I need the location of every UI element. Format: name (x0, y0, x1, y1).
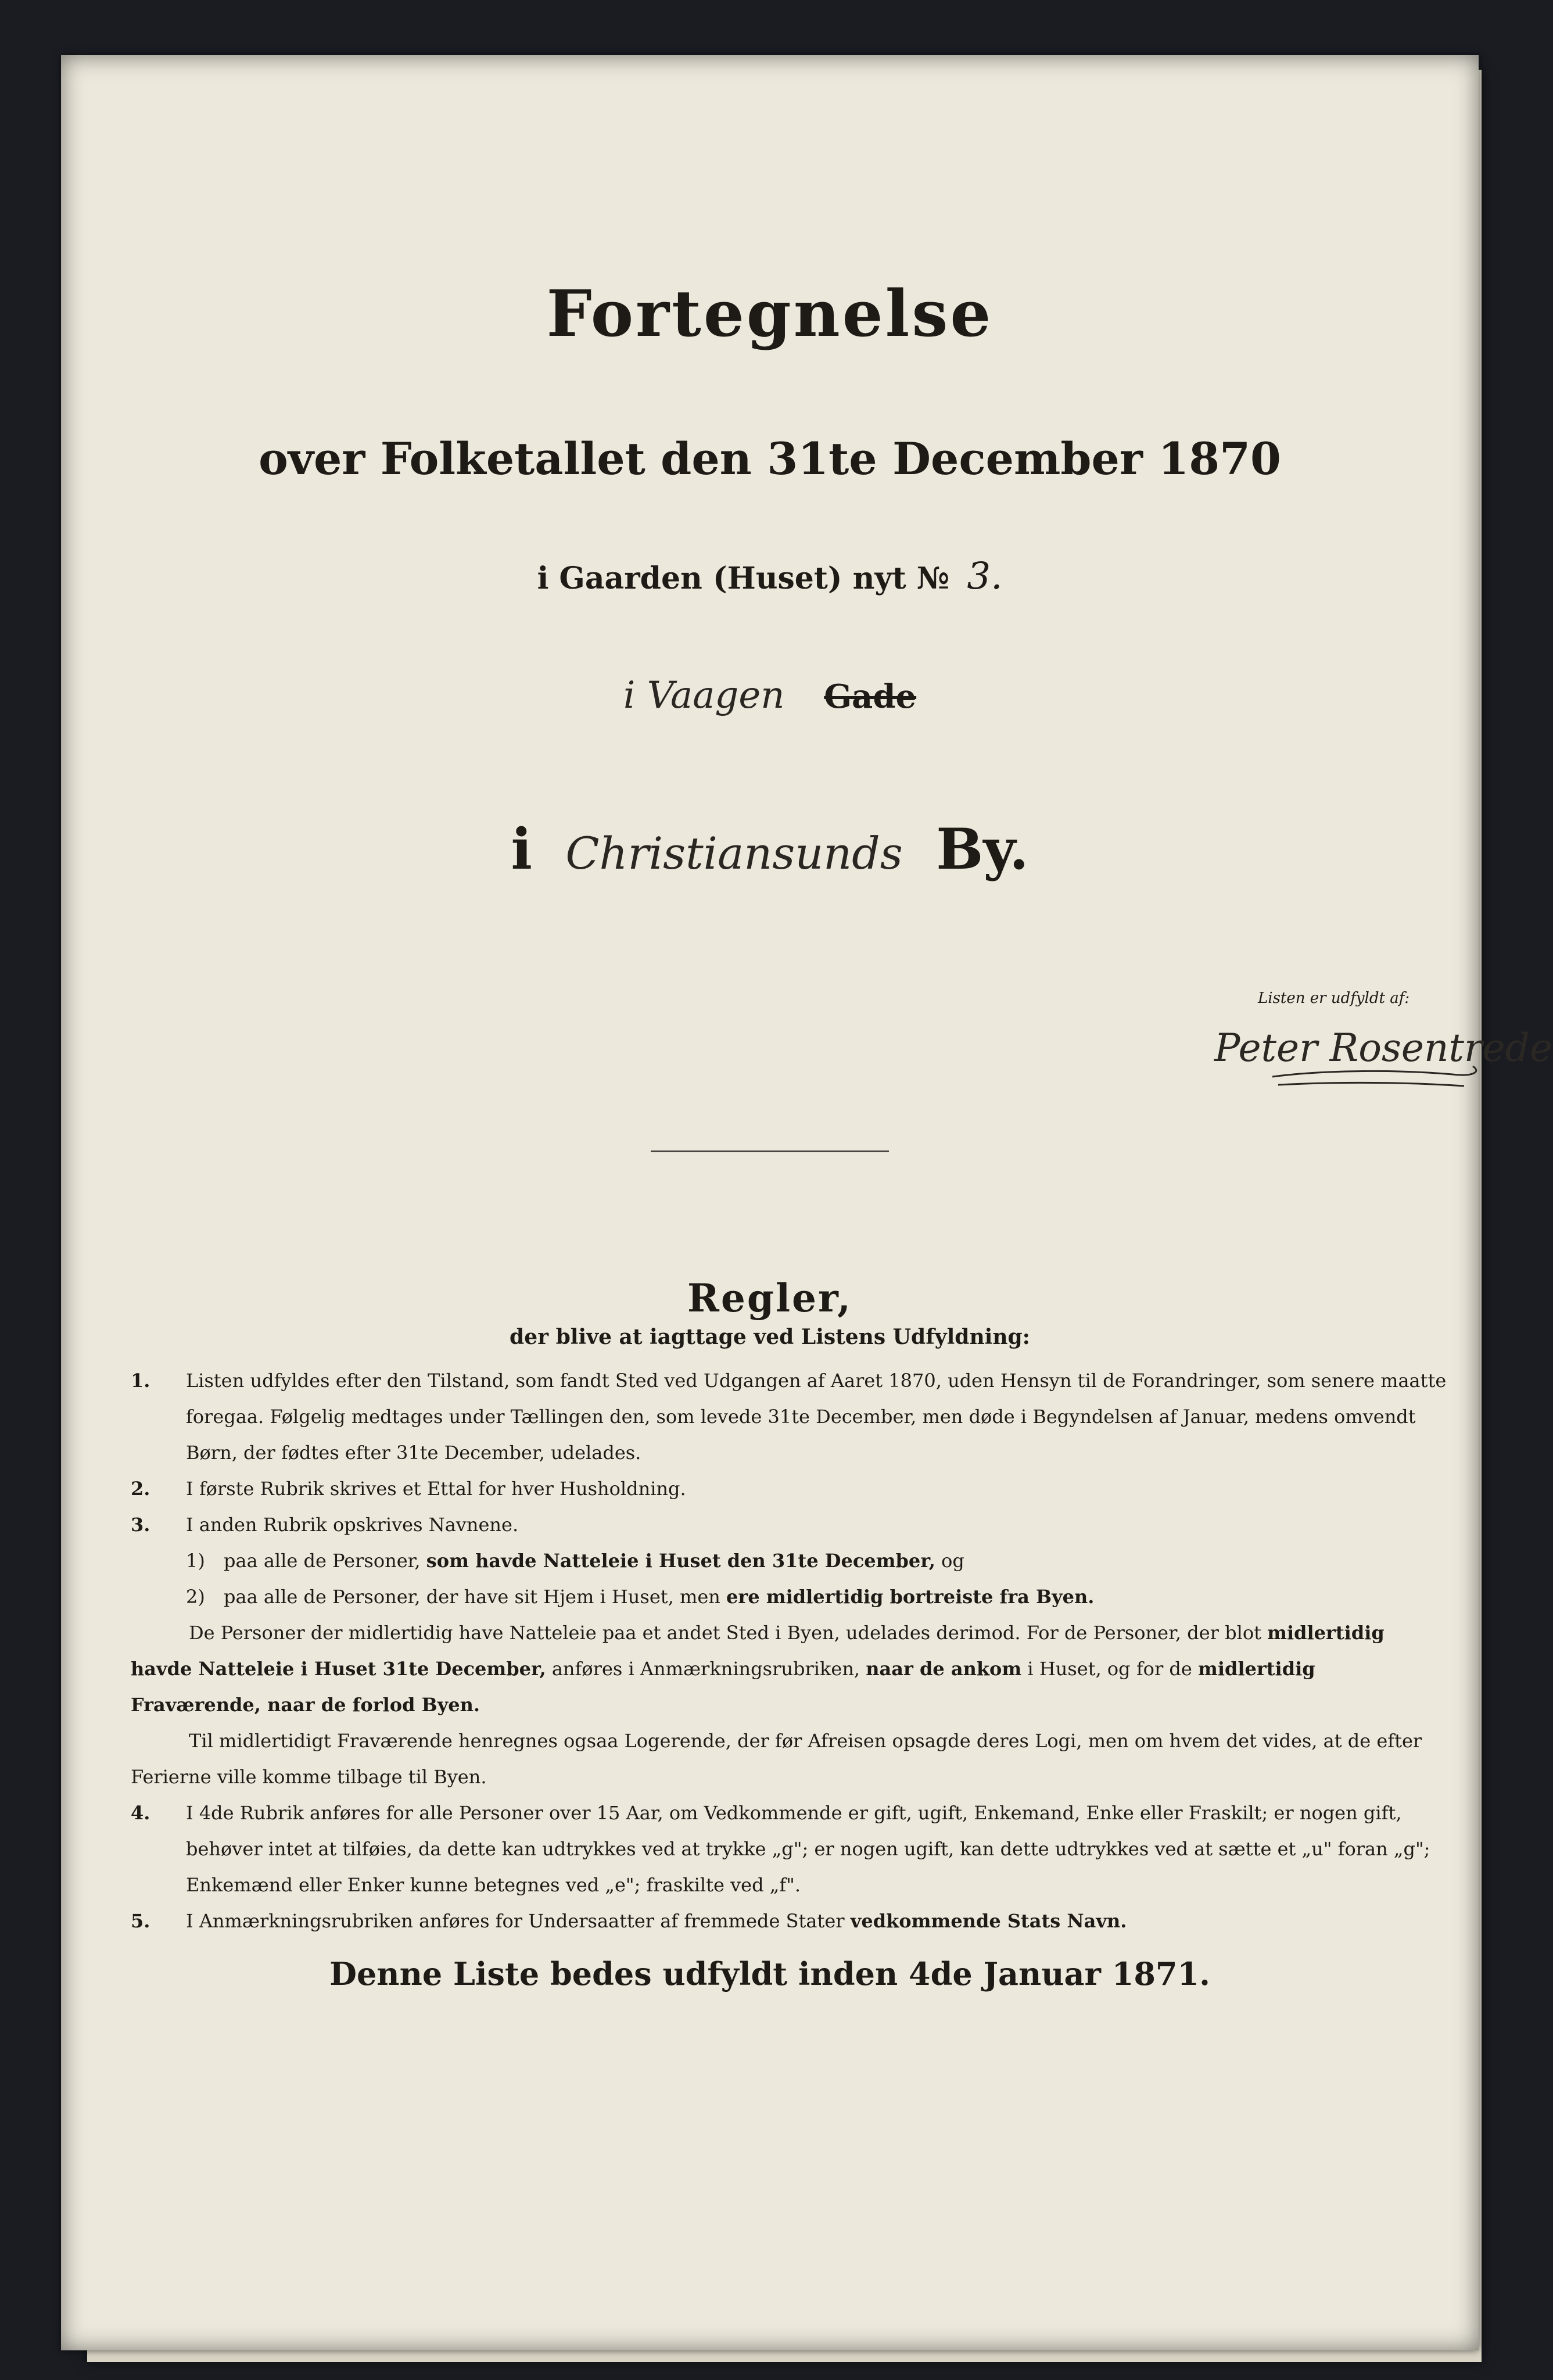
rule-emphasis: midlertidig Fraværende, naar de forlod Byen. (131, 1658, 1315, 1716)
rule-emphasis: vedkommende Stats Navn. (850, 1910, 1127, 1932)
rule-number: 1. (131, 1370, 150, 1392)
rule-text: anføres i Anmærkningsrubriken, (551, 1658, 860, 1680)
census-date-line: over Folketallet den 31te December 1870 (259, 433, 1281, 485)
census-form-page (61, 55, 1552, 2350)
city-handwritten: Christiansunds (565, 827, 903, 879)
rules-subtitle: der blive at iagttage ved Listens Udfyldning: (510, 1325, 1030, 1349)
filled-by-label: Listen er udfyldt af: (1258, 990, 1410, 1007)
rule-4 (131, 1795, 1450, 1903)
rule-number: 3. (131, 1514, 150, 1536)
rule-emphasis: ere midlertidig bortreiste fra Byen. (726, 1586, 1095, 1608)
rule-1 (131, 1363, 1450, 1471)
rule-3-note-1 (131, 1615, 1450, 1723)
rule-3-note-2: Til midlertidigt Fraværende henregnes ogsaa Logerende, der før Afreisen opsagde deres Logi, men om hvem det vides, at de efter Ferierne ville komme tilbage til Byen. (131, 1730, 1422, 1788)
rule-emphasis: midlertidig havde Natteleie i Huset 31te December, (131, 1622, 1385, 1680)
divider (651, 1150, 889, 1152)
house-line (61, 555, 1479, 598)
form-title: Fortegnelse (546, 276, 994, 351)
signature (1208, 1014, 1552, 1101)
rule-2 (131, 1471, 1450, 1507)
street-handwritten: i Vaagen (623, 674, 785, 717)
rule-text: De Personer der midlertidig have Natteleie paa et andet Sted i Byen, udelades derimod. For de Personer, der blot (189, 1622, 1261, 1644)
rules-title: Regler, (687, 1275, 852, 1321)
house-number-handwritten: 3. (967, 555, 1003, 598)
city-suffix: By. (936, 816, 1029, 882)
rule-emphasis: som havde Natteleie i Huset den 31te December, (426, 1550, 935, 1572)
house-label: i Gaarden (Huset) nyt № (537, 561, 950, 596)
rule-text: paa alle de Personer, (224, 1550, 421, 1572)
rule-5 (131, 1903, 1450, 1939)
signature-text: Peter Rosentrede (1214, 1026, 1552, 1070)
rule-text: I anden Rubrik opskrives Navnene. (186, 1514, 519, 1536)
rule-3 (131, 1507, 1450, 1543)
street-label: Gade (824, 678, 917, 716)
rule-text: I Anmærkningsrubriken anføres for Undersaatter af fremmede Stater (186, 1910, 845, 1932)
rule-number: 5. (131, 1910, 150, 1932)
rule-3-item-2 (131, 1579, 1450, 1615)
city-prefix: i (511, 816, 532, 882)
city-line (61, 816, 1479, 882)
deadline-line: Denne Liste bedes udfyldt inden 4de Januar 1871. (329, 1955, 1210, 1992)
rule-text: paa alle de Personer, der have sit Hjem i Huset, men (224, 1586, 720, 1608)
signature-flourish-icon (1208, 1014, 1482, 1101)
street-line (61, 674, 1479, 717)
rule-emphasis: naar de ankom (866, 1658, 1022, 1680)
rules-list (131, 1363, 1450, 1939)
rule-text: I første Rubrik skrives et Ettal for hver Husholdning. (186, 1478, 686, 1500)
rule-text: og (941, 1550, 964, 1572)
sub-number: 1) (186, 1550, 205, 1572)
rule-3-item-1 (131, 1543, 1450, 1579)
rule-text: Listen udfyldes efter den Tilstand, som fandt Sted ved Udgangen af Aaret 1870, uden Hensyn til de Forandringer, som senere maatte foregaa. Følgelig medtages under Tællingen den, som levede 31te December, men døde i Begyndelsen af Januar, medens omvendt Børn, der fødtes efter 31te December, udelades. (186, 1370, 1447, 1464)
rule-number: 4. (131, 1802, 150, 1824)
sub-number: 2) (186, 1586, 205, 1608)
rule-text: i Huset, og for de (1027, 1658, 1192, 1680)
rule-number: 2. (131, 1478, 150, 1500)
rule-text: I 4de Rubrik anføres for alle Personer over 15 Aar, om Vedkommende er gift, ugift, Enkemand, Enke eller Fraskilt; er nogen gift, behøver intet at tilføies, da dette kan udtrykkes ved at trykke „g"; er nogen ugift, kan dette udtrykkes ved at sætte et „u" foran „g"; Enkemænd eller Enker kunne betegnes ved „e"; fraskilte ved „f". (186, 1802, 1430, 1896)
